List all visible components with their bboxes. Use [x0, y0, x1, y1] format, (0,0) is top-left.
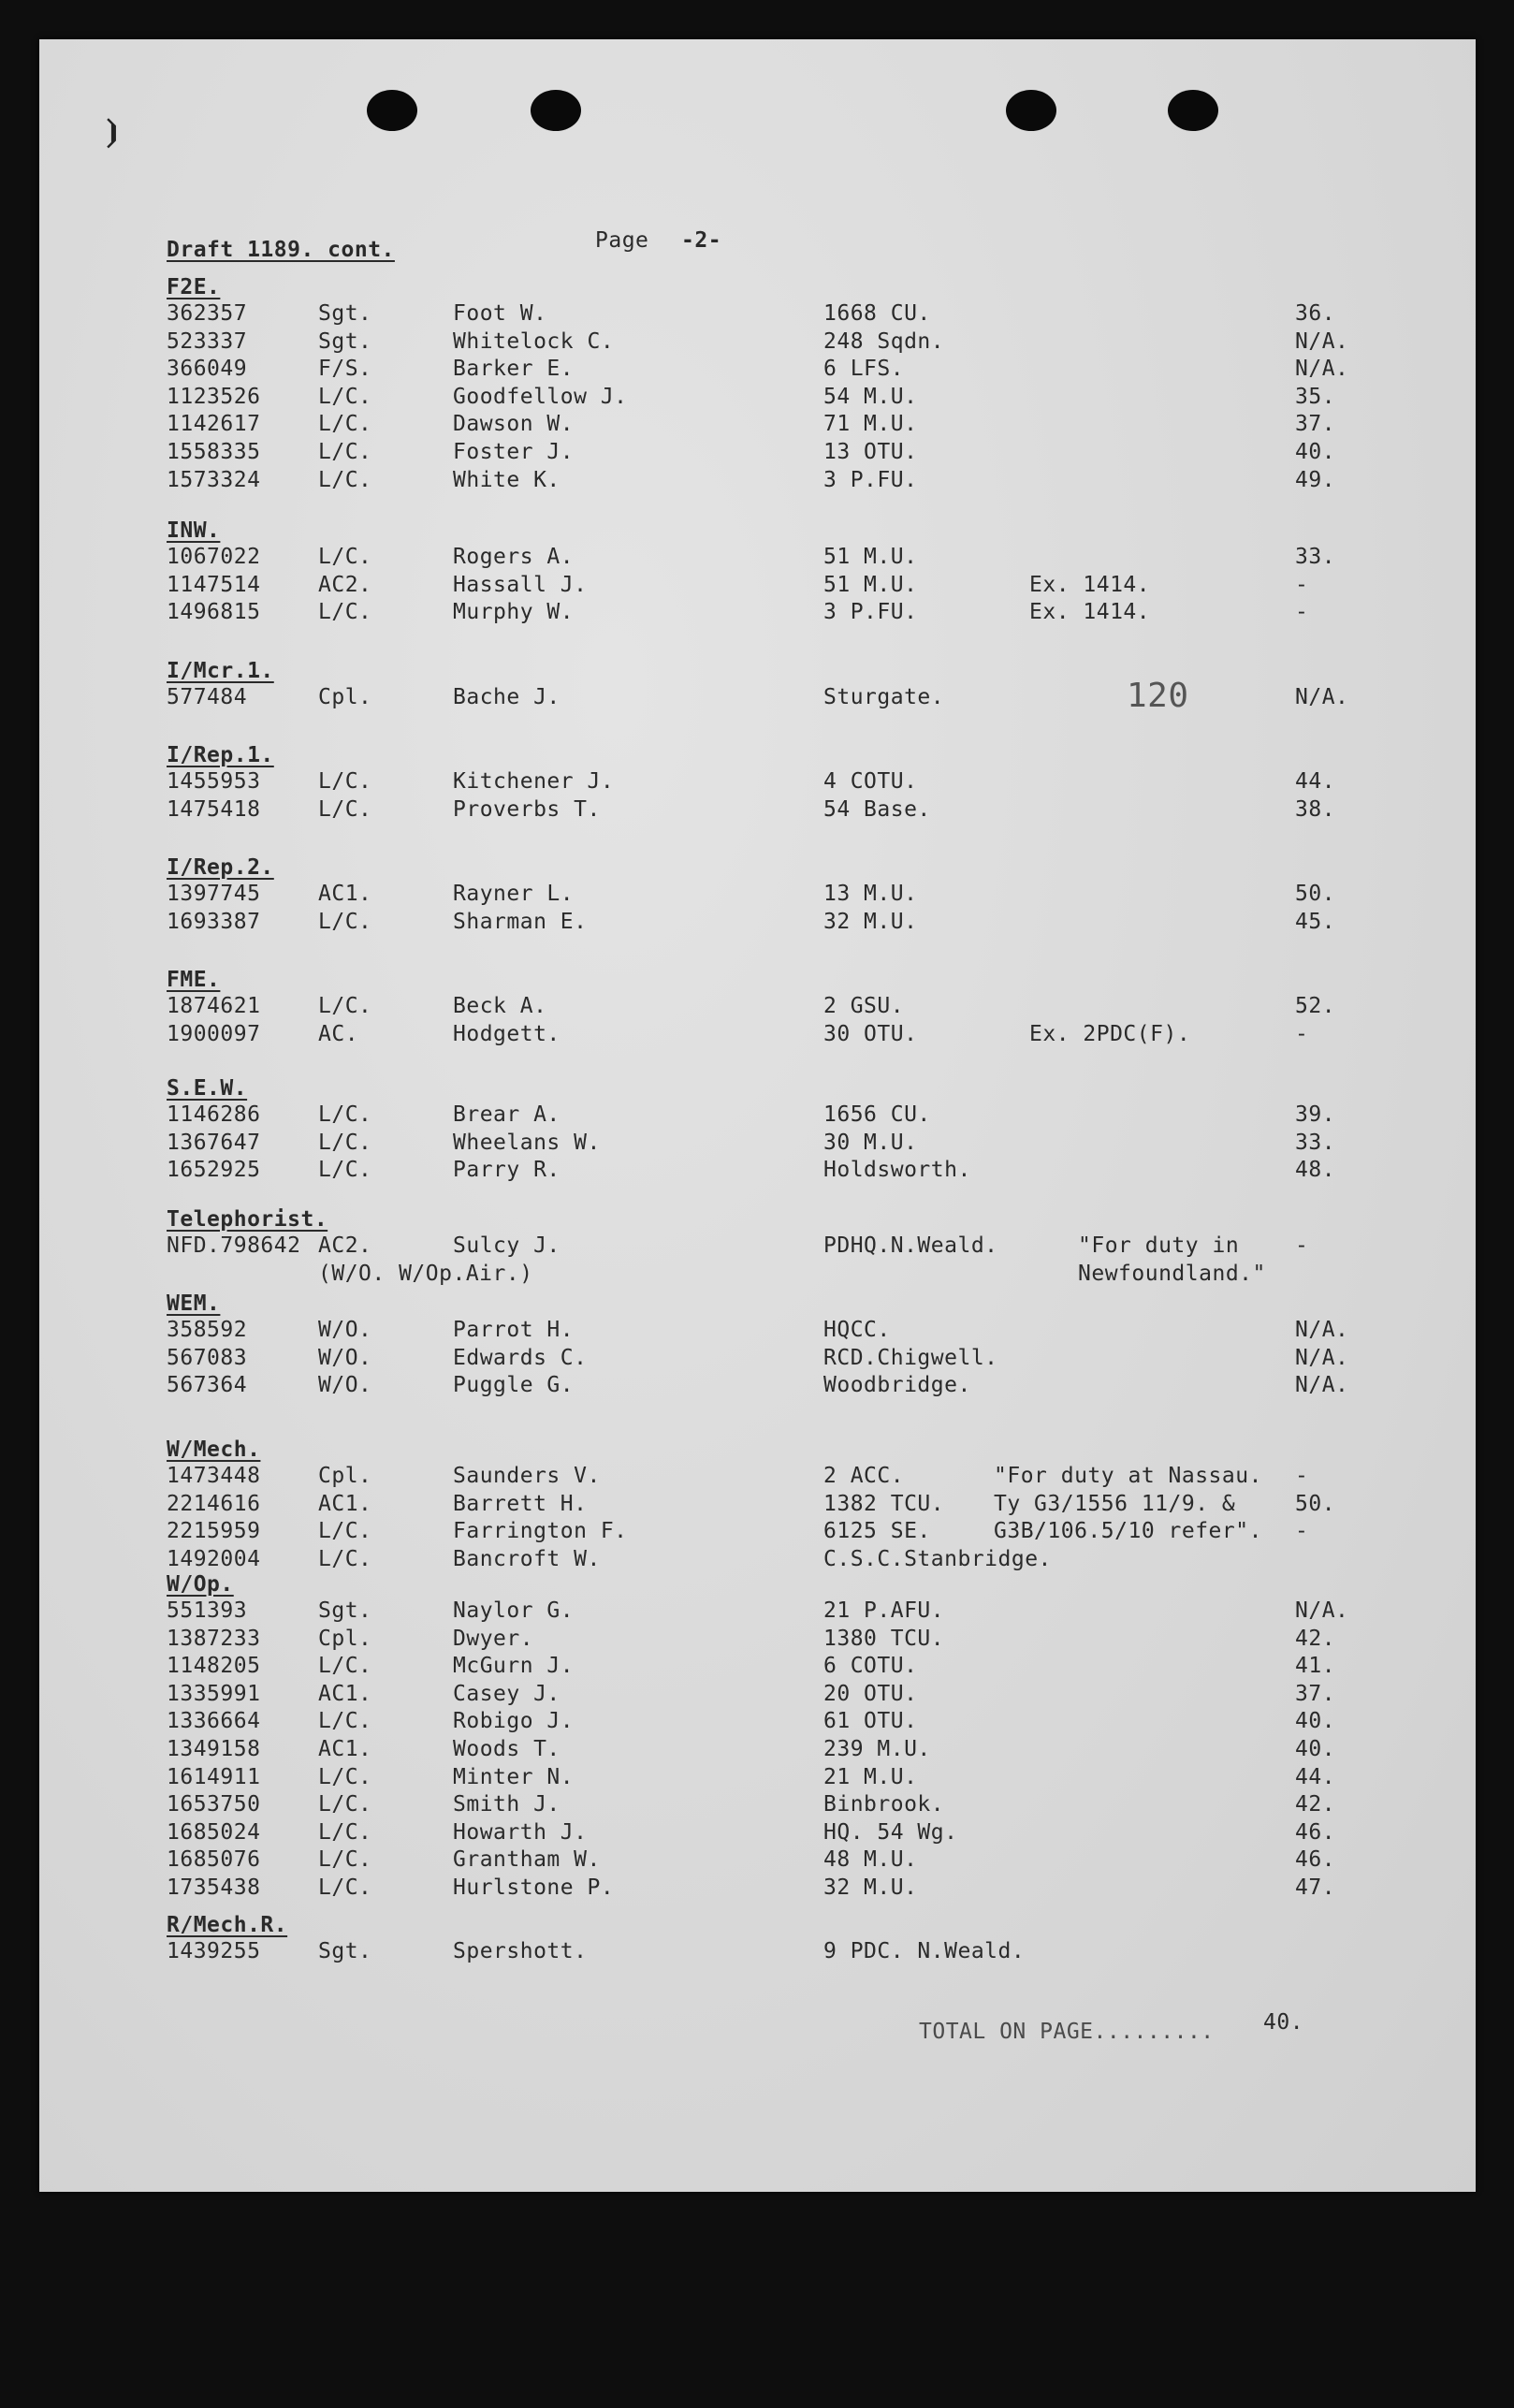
- total-label: TOTAL ON PAGE.........: [919, 2020, 1215, 2044]
- record-num: 47.: [1295, 1875, 1336, 1900]
- record-no: 567083: [167, 1345, 248, 1370]
- section-heading: I/Rep.2.: [167, 855, 274, 880]
- record-unit: 61 OTU.: [823, 1709, 918, 1734]
- record-num: 38.: [1295, 796, 1336, 822]
- record-no: 2215959: [167, 1519, 261, 1544]
- section-heading: W/Op.: [167, 1572, 234, 1597]
- section-heading: I/Mcr.1.: [167, 659, 274, 683]
- record-num: -: [1295, 1021, 1309, 1046]
- record-unit: 51 M.U.: [823, 572, 918, 597]
- record-no: 1473448: [167, 1464, 261, 1488]
- record-unit: 54 M.U.: [823, 384, 918, 409]
- record-num: 44.: [1295, 769, 1336, 794]
- record-no: 1147514: [167, 572, 261, 597]
- record-num: 35.: [1295, 384, 1336, 409]
- record-rank: L/C.: [318, 1158, 372, 1183]
- record-rank: AC2.: [318, 1233, 372, 1258]
- section-heading: Telephorist.: [167, 1207, 328, 1232]
- record-name: Spershott.: [453, 1939, 588, 1963]
- record-num: 48.: [1295, 1158, 1336, 1183]
- page-number: -2-: [681, 228, 722, 253]
- record-no: 1367647: [167, 1130, 261, 1155]
- record-name: McGurn J.: [453, 1654, 575, 1679]
- record-note: G3B/106.5/10 refer".: [994, 1519, 1262, 1544]
- record-rank: Sgt.: [318, 1598, 372, 1623]
- record-num: -: [1295, 1519, 1309, 1544]
- section-heading: W/Mech.: [167, 1438, 261, 1462]
- record-rank: AC.: [318, 1021, 359, 1046]
- record-num: 49.: [1295, 467, 1336, 492]
- record-num: -: [1295, 572, 1309, 597]
- record-no: 366049: [167, 357, 248, 382]
- record-name: Parry R.: [453, 1158, 560, 1183]
- record-name: Howarth J.: [453, 1819, 588, 1845]
- record-name: Dawson W.: [453, 412, 575, 437]
- record-rank: L/C.: [318, 1102, 372, 1127]
- record-rank: L/C.: [318, 1654, 372, 1679]
- record-num: N/A.: [1295, 1318, 1349, 1342]
- record-num: N/A.: [1295, 1598, 1349, 1623]
- record-note: Ex. 1414.: [1029, 572, 1151, 597]
- record-no: 1142617: [167, 412, 261, 437]
- draft-heading: Draft 1189. cont.: [167, 238, 395, 262]
- record-rank: W/O.: [318, 1318, 372, 1342]
- record-note: "For duty at Nassau.: [994, 1464, 1262, 1488]
- record-name: White K.: [453, 467, 560, 492]
- record-no: 1496815: [167, 600, 261, 625]
- record-num: 40.: [1295, 440, 1336, 464]
- record-rank: L/C.: [318, 1709, 372, 1734]
- record-no: 577484: [167, 685, 248, 709]
- record-rank: F/S.: [318, 357, 372, 382]
- record-rank: L/C.: [318, 1819, 372, 1845]
- record-unit: 21 P.AFU.: [823, 1598, 945, 1623]
- record-unit: RCD.Chigwell.: [823, 1345, 998, 1370]
- record-unit: 6 LFS.: [823, 357, 905, 382]
- record-rank: AC1.: [318, 882, 372, 906]
- record-no: 1336664: [167, 1709, 261, 1734]
- record-name: Foster J.: [453, 440, 575, 464]
- record-rank: AC1.: [318, 1737, 372, 1761]
- record-no: 1693387: [167, 909, 261, 934]
- record-num: 50.: [1295, 1491, 1336, 1516]
- record-no: 2214616: [167, 1491, 261, 1516]
- record-num: 39.: [1295, 1102, 1336, 1127]
- record-unit: 9 PDC. N.Weald.: [823, 1939, 1026, 1963]
- record-no: 1387233: [167, 1626, 261, 1651]
- record-no: 1735438: [167, 1875, 261, 1900]
- record-num: 37.: [1295, 1681, 1336, 1706]
- record-name: Beck A.: [453, 994, 547, 1018]
- record-name: Smith J.: [453, 1792, 560, 1817]
- record-rank: Cpl.: [318, 1464, 372, 1488]
- record-name: Goodfellow J.: [453, 384, 628, 409]
- record-note: "For duty in: [1078, 1233, 1240, 1258]
- record-num: 45.: [1295, 909, 1336, 934]
- record-unit: C.S.C.Stanbridge.: [823, 1546, 1052, 1571]
- record-unit: 32 M.U.: [823, 1875, 918, 1900]
- record-unit: 51 M.U.: [823, 545, 918, 569]
- record-unit: Sturgate.: [823, 685, 945, 709]
- record-name: Woods T.: [453, 1737, 560, 1761]
- record-note: Ex. 2PDC(F).: [1029, 1021, 1191, 1046]
- record-num: 46.: [1295, 1819, 1336, 1845]
- record-num: 50.: [1295, 882, 1336, 906]
- record-rank: L/C.: [318, 1130, 372, 1155]
- record-unit: 3 P.FU.: [823, 600, 918, 625]
- record-rank: L/C.: [318, 994, 372, 1018]
- record-rank: L/C.: [318, 1792, 372, 1817]
- record-num: 52.: [1295, 994, 1336, 1018]
- record-unit: HQCC.: [823, 1318, 891, 1342]
- record-name: Kitchener J.: [453, 769, 615, 794]
- section-heading: F2E.: [167, 275, 221, 299]
- record-unit: 248 Sqdn.: [823, 328, 945, 354]
- record-name: Sulcy J.: [453, 1233, 560, 1258]
- record-num: 42.: [1295, 1792, 1336, 1817]
- record-rank: L/C.: [318, 1546, 372, 1571]
- total-value: 40.: [1263, 2010, 1304, 2035]
- record-no: 358592: [167, 1318, 248, 1342]
- record-no: NFD.798642: [167, 1233, 301, 1258]
- record-rank: L/C.: [318, 440, 372, 464]
- record-unit: 54 Base.: [823, 796, 931, 822]
- record-name: Wheelans W.: [453, 1130, 601, 1155]
- record-no: 1397745: [167, 882, 261, 906]
- record-rank: AC1.: [318, 1681, 372, 1706]
- record-no: 551393: [167, 1598, 248, 1623]
- section-heading: S.E.W.: [167, 1076, 248, 1101]
- record-unit: 48 M.U.: [823, 1847, 918, 1873]
- record-rank: L/C.: [318, 1519, 372, 1544]
- record-num: 44.: [1295, 1764, 1336, 1789]
- record-note: Newfoundland.": [1078, 1261, 1266, 1286]
- record-unit: HQ. 54 Wg.: [823, 1819, 958, 1845]
- record-unit: 2 ACC.: [823, 1464, 905, 1488]
- record-unit: 1380 TCU.: [823, 1626, 945, 1651]
- record-no: 1558335: [167, 440, 261, 464]
- record-unit: PDHQ.N.Weald.: [823, 1233, 998, 1258]
- record-rank: Sgt.: [318, 1939, 372, 1963]
- record-no: 1148205: [167, 1654, 261, 1679]
- record-rank: Cpl.: [318, 1626, 372, 1651]
- section-heading: I/Rep.1.: [167, 743, 274, 767]
- record-rank: Sgt.: [318, 328, 372, 354]
- record-name: Minter N.: [453, 1764, 575, 1789]
- record-unit: Holdsworth.: [823, 1158, 971, 1183]
- record-name: Rogers A.: [453, 545, 575, 569]
- record-no: 1653750: [167, 1792, 261, 1817]
- record-note: 120: [1127, 677, 1189, 715]
- record-name: Foot W.: [453, 301, 547, 326]
- record-unit: 6125 SE.: [823, 1519, 931, 1544]
- record-no: 1455953: [167, 769, 261, 794]
- record-rank: L/C.: [318, 796, 372, 822]
- punch-hole: [1168, 90, 1218, 131]
- record-num: -: [1295, 1233, 1309, 1258]
- record-unit: 21 M.U.: [823, 1764, 918, 1789]
- record-no: 1475418: [167, 796, 261, 822]
- record-num: N/A.: [1295, 685, 1349, 709]
- record-rank: AC2.: [318, 572, 372, 597]
- record-num: 33.: [1295, 545, 1336, 569]
- record-name: Proverbs T.: [453, 796, 601, 822]
- record-no: 362357: [167, 301, 248, 326]
- record-name: Hassall J.: [453, 572, 588, 597]
- record-rank: Sgt.: [318, 301, 372, 326]
- record-unit: 30 OTU.: [823, 1021, 918, 1046]
- record-unit: 30 M.U.: [823, 1130, 918, 1155]
- record-unit: 1656 CU.: [823, 1102, 931, 1127]
- record-no: 1685076: [167, 1847, 261, 1873]
- record-name: Bancroft W.: [453, 1546, 601, 1571]
- punch-hole: [367, 90, 417, 131]
- record-name: Murphy W.: [453, 600, 575, 625]
- record-num: 46.: [1295, 1847, 1336, 1873]
- record-unit: 1668 CU.: [823, 301, 931, 326]
- record-num: 33.: [1295, 1130, 1336, 1155]
- record-rank: Cpl.: [318, 685, 372, 709]
- record-name: Hodgett.: [453, 1021, 560, 1046]
- record-rank: L/C.: [318, 1764, 372, 1789]
- record-name: Robigo J.: [453, 1709, 575, 1734]
- record-name: Hurlstone P.: [453, 1875, 615, 1900]
- section-heading: INW.: [167, 518, 221, 543]
- record-name: Whitelock C.: [453, 328, 615, 354]
- record-name: Bache J.: [453, 685, 560, 709]
- record-no: 1335991: [167, 1681, 261, 1706]
- record-name: Edwards C.: [453, 1345, 588, 1370]
- record-name: Puggle G.: [453, 1373, 575, 1398]
- record-num: N/A.: [1295, 357, 1349, 382]
- record-num: 41.: [1295, 1654, 1336, 1679]
- record-name: Grantham W.: [453, 1847, 601, 1873]
- record-name: Barker E.: [453, 357, 575, 382]
- record-name: Brear A.: [453, 1102, 560, 1127]
- record-name: Dwyer.: [453, 1626, 534, 1651]
- record-rank: W/O.: [318, 1345, 372, 1370]
- record-name: Farrington F.: [453, 1519, 628, 1544]
- section-heading: FME.: [167, 968, 221, 992]
- record-unit: Woodbridge.: [823, 1373, 971, 1398]
- record-note: Ex. 1414.: [1029, 600, 1151, 625]
- record-rank: AC1.: [318, 1491, 372, 1516]
- section-heading: WEM.: [167, 1292, 221, 1316]
- record-rank: L/C.: [318, 545, 372, 569]
- record-num: 36.: [1295, 301, 1336, 326]
- record-num: -: [1295, 1464, 1309, 1488]
- record-rank: L/C.: [318, 909, 372, 934]
- record-no: 1900097: [167, 1021, 261, 1046]
- record-num: -: [1295, 600, 1309, 625]
- record-rank: L/C.: [318, 769, 372, 794]
- record-no: 567364: [167, 1373, 248, 1398]
- record-no: 1492004: [167, 1546, 261, 1571]
- record-unit: 71 M.U.: [823, 412, 918, 437]
- record-rank: W/O.: [318, 1373, 372, 1398]
- record-no: 1573324: [167, 467, 261, 492]
- punch-hole: [531, 90, 581, 131]
- record-no: 1652925: [167, 1158, 261, 1183]
- record-unit: Binbrook.: [823, 1792, 945, 1817]
- record-num: 42.: [1295, 1626, 1336, 1651]
- record-num: N/A.: [1295, 1345, 1349, 1370]
- record-rank: L/C.: [318, 412, 372, 437]
- record-unit: 239 M.U.: [823, 1737, 931, 1761]
- record-unit: 4 COTU.: [823, 769, 918, 794]
- record-num: 37.: [1295, 412, 1336, 437]
- record-note: Ty G3/1556 11/9. &: [994, 1491, 1236, 1516]
- record-unit: 6 COTU.: [823, 1654, 918, 1679]
- page-label: Page: [595, 228, 649, 253]
- ink-mark: ⦘: [103, 114, 123, 152]
- record-rank: L/C.: [318, 467, 372, 492]
- record-name: Rayner L.: [453, 882, 575, 906]
- record-unit: 20 OTU.: [823, 1681, 918, 1706]
- record-name: Naylor G.: [453, 1598, 575, 1623]
- record-rank: L/C.: [318, 1875, 372, 1900]
- punch-hole: [1006, 90, 1056, 131]
- record-no: 1146286: [167, 1102, 261, 1127]
- record-name: Casey J.: [453, 1681, 560, 1706]
- record-no: 523337: [167, 328, 248, 354]
- record-unit: 2 GSU.: [823, 994, 905, 1018]
- record-num: N/A.: [1295, 328, 1349, 354]
- section-heading: R/Mech.R.: [167, 1913, 288, 1937]
- record-no: 1614911: [167, 1764, 261, 1789]
- record-unit: 32 M.U.: [823, 909, 918, 934]
- record-no: 1123526: [167, 384, 261, 409]
- record-num: N/A.: [1295, 1373, 1349, 1398]
- record-name: Sharman E.: [453, 909, 588, 934]
- document-page: [39, 39, 1476, 2192]
- record-rank: L/C.: [318, 600, 372, 625]
- record-num: 40.: [1295, 1737, 1336, 1761]
- record-no: 1685024: [167, 1819, 261, 1845]
- record-rank: (W/O. W/Op.Air.): [318, 1261, 533, 1286]
- record-no: 1874621: [167, 994, 261, 1018]
- record-num: 40.: [1295, 1709, 1336, 1734]
- record-no: 1439255: [167, 1939, 261, 1963]
- record-rank: L/C.: [318, 384, 372, 409]
- record-name: Parrot H.: [453, 1318, 575, 1342]
- record-no: 1349158: [167, 1737, 261, 1761]
- record-name: Saunders V.: [453, 1464, 601, 1488]
- record-rank: L/C.: [318, 1847, 372, 1873]
- record-unit: 1382 TCU.: [823, 1491, 945, 1516]
- record-unit: 13 M.U.: [823, 882, 918, 906]
- record-no: 1067022: [167, 545, 261, 569]
- record-unit: 3 P.FU.: [823, 467, 918, 492]
- record-unit: 13 OTU.: [823, 440, 918, 464]
- record-name: Barrett H.: [453, 1491, 588, 1516]
